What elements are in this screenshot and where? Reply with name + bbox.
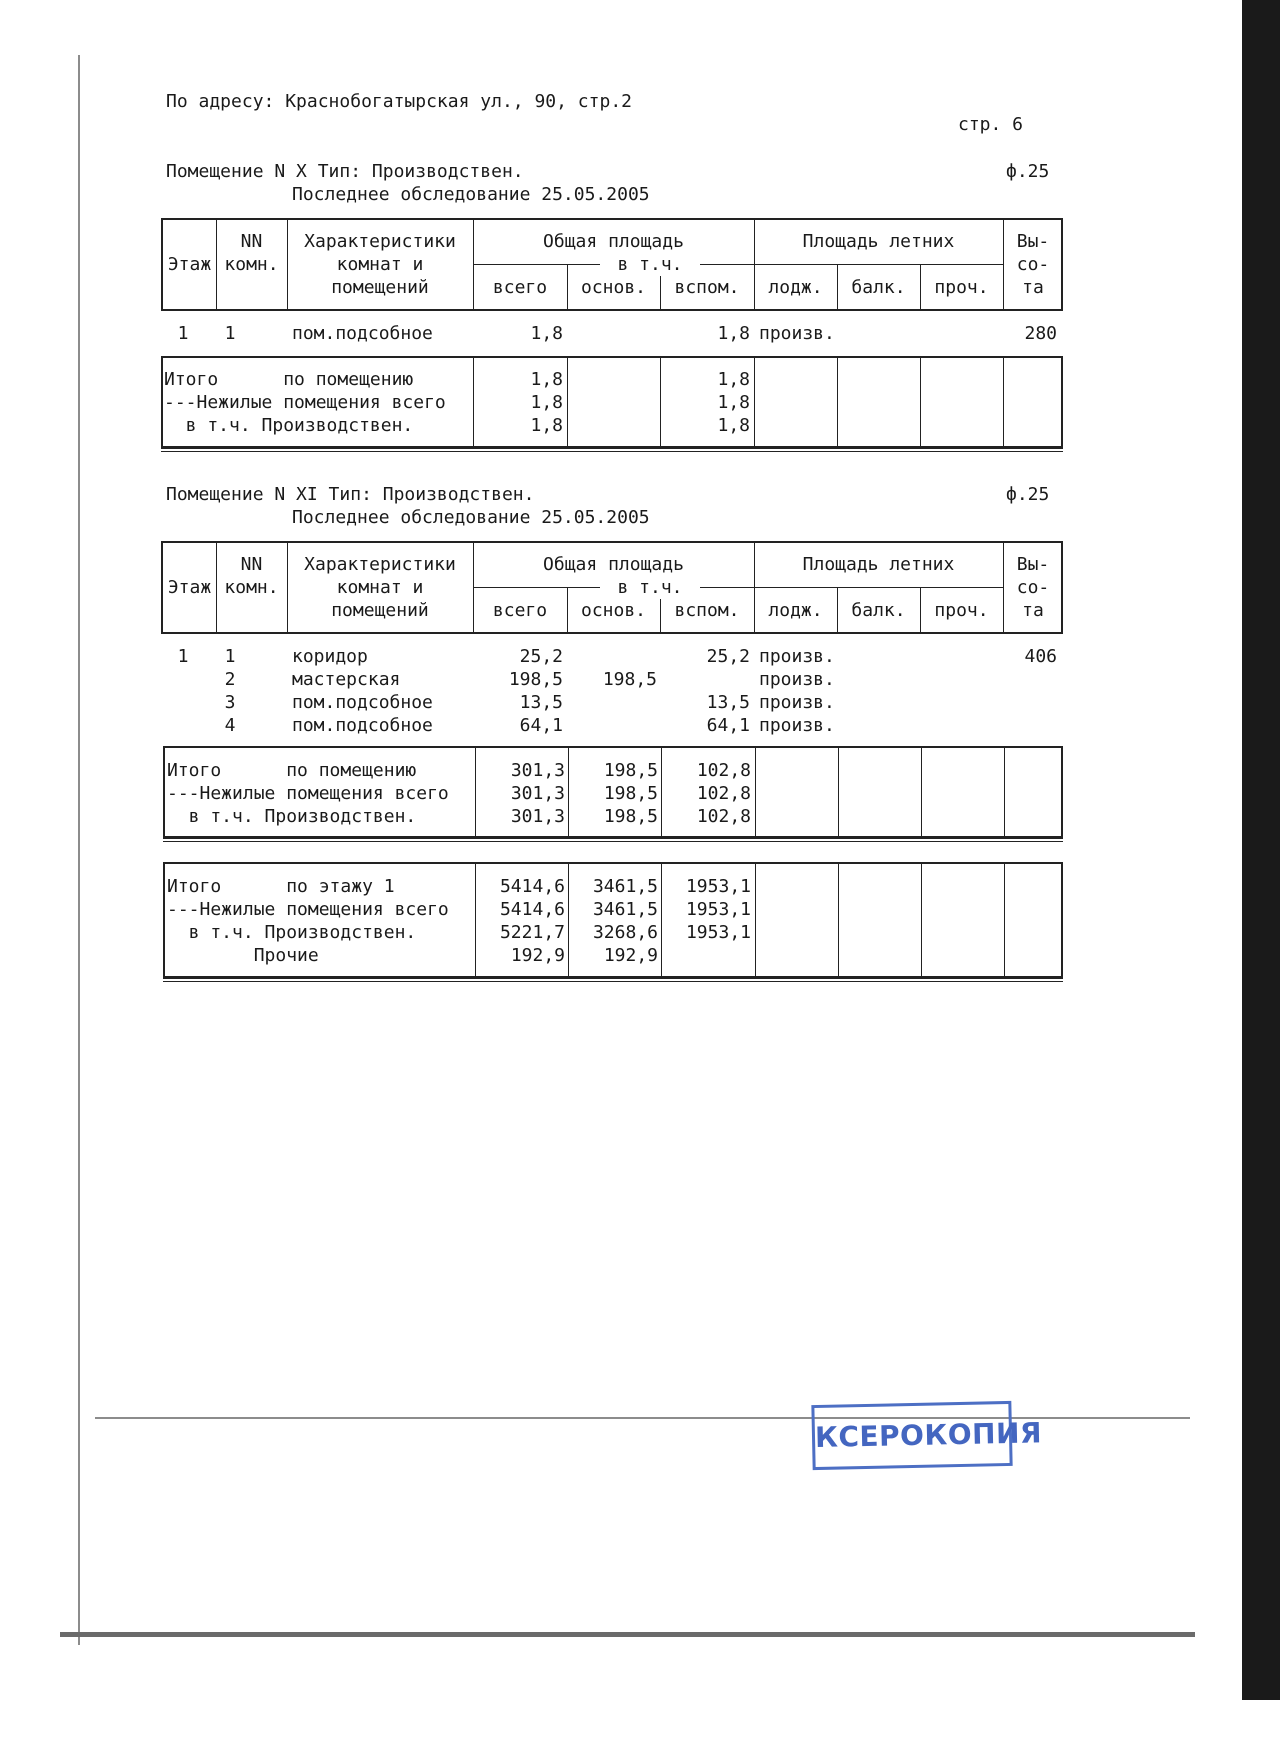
row-num: 2 (224, 669, 236, 690)
col-balk: балк. (851, 277, 906, 298)
section2-survey: Последнее обследование 25.05.2005 (292, 507, 650, 528)
total-vspom: 1,8 (717, 415, 750, 436)
col-height-3: та (1022, 600, 1044, 621)
row-name: мастерская (292, 669, 401, 690)
total-vspom: 102,8 (696, 760, 751, 781)
total-osnov: 3268,6 (592, 922, 658, 943)
section1-form: ф.25 (1006, 161, 1050, 182)
col-vspom: вспом. (674, 277, 740, 298)
col-nn: NN (240, 231, 263, 252)
total-vsego: 1,8 (530, 415, 563, 436)
col-komn: комн. (224, 577, 279, 598)
total-label: ---Нежилые помещения всего (167, 783, 449, 804)
total-osnov: 198,5 (603, 806, 658, 827)
total-label: в т.ч. Производствен. (164, 415, 414, 436)
col-height-1: Вы- (1016, 231, 1050, 252)
row-height: 280 (1024, 323, 1057, 344)
total-vsego: 301,3 (510, 806, 565, 827)
col-vsego: всего (492, 600, 548, 621)
col-char3: помещений (331, 277, 429, 298)
total-osnov: 198,5 (603, 783, 658, 804)
row-name: пом.подсобное (292, 692, 433, 713)
row-vsego: 1,8 (530, 323, 563, 344)
total-osnov: 3461,5 (592, 899, 658, 920)
total-vsego: 192,9 (510, 945, 565, 966)
total-vspom: 1953,1 (685, 922, 751, 943)
total-label: в т.ч. Производствен. (167, 806, 417, 827)
section2-title: Помещение N XI Тип: Производствен. (166, 484, 535, 505)
row-lodzh: произв. (759, 646, 835, 667)
col-height-1: Вы- (1016, 554, 1050, 575)
col-height-3: та (1022, 277, 1044, 298)
section1-title: Помещение N X Тип: Производствен. (166, 161, 524, 182)
col-char2: комнат и (336, 254, 424, 275)
col-char1: Характеристики (304, 554, 456, 575)
col-nn: NN (240, 554, 263, 575)
total-vspom: 102,8 (696, 783, 751, 804)
total-vspom: 1,8 (717, 369, 750, 390)
row-name: пом.подсобное (292, 323, 433, 344)
row-vsego: 64,1 (519, 715, 563, 736)
col-total-area: Общая площадь (543, 231, 684, 252)
col-total-area: Общая площадь (543, 554, 684, 575)
col-vsego: всего (492, 277, 548, 298)
row-lodzh: произв. (759, 323, 835, 344)
scan-shadow-bottom (0, 1700, 1280, 1764)
total-label: Итого по помещению (167, 760, 417, 781)
row-floor: 1 (177, 646, 189, 667)
section1-survey: Последнее обследование 25.05.2005 (292, 184, 650, 205)
total-vspom: 1953,1 (685, 876, 751, 897)
row-vsego: 25,2 (519, 646, 563, 667)
row-num: 4 (224, 715, 236, 736)
address-line: По адресу: Краснобогатырская ул., 90, стр.2 (166, 91, 632, 112)
row-vspom: 25,2 (706, 646, 750, 667)
total-vspom: 1,8 (717, 392, 750, 413)
total-vsego: 5221,7 (499, 922, 565, 943)
col-etazh: Этаж (167, 254, 212, 275)
row-num: 1 (224, 646, 236, 667)
col-char2: комнат и (336, 577, 424, 598)
col-lodzh: лодж. (768, 277, 823, 298)
col-vtch: в т.ч. (600, 253, 700, 276)
total-label: Итого по этажу 1 (167, 876, 395, 897)
total-vsego: 5414,6 (499, 899, 565, 920)
page-left-edge (78, 55, 80, 1645)
row-vspom: 13,5 (706, 692, 750, 713)
row-num: 1 (224, 323, 236, 344)
row-vsego: 13,5 (519, 692, 563, 713)
total-vsego: 301,3 (510, 783, 565, 804)
section2-form: ф.25 (1006, 484, 1050, 505)
col-proch: проч. (934, 600, 989, 621)
col-balk: балк. (851, 600, 906, 621)
page-bottom-edge (60, 1632, 1195, 1637)
total-osnov: 192,9 (603, 945, 658, 966)
col-vtch: в т.ч. (600, 576, 700, 599)
scan-shadow-right (1242, 0, 1280, 1764)
total-vspom: 1953,1 (685, 899, 751, 920)
xerocopy-stamp: КСЕРОКОПИЯ (811, 1401, 1012, 1470)
total-vsego: 1,8 (530, 369, 563, 390)
total-vspom: 102,8 (696, 806, 751, 827)
col-height-2: со- (1016, 254, 1050, 275)
page-number: стр. 6 (958, 114, 1024, 135)
total-vsego: 301,3 (510, 760, 565, 781)
total-osnov: 198,5 (603, 760, 658, 781)
col-vspom: вспом. (674, 600, 740, 621)
total-vsego: 1,8 (530, 392, 563, 413)
total-label: Итого по помещению (164, 369, 414, 390)
col-lodzh: лодж. (768, 600, 823, 621)
col-proch: проч. (934, 277, 989, 298)
row-vspom: 1,8 (717, 323, 750, 344)
col-osnov: основ. (580, 600, 647, 621)
total-label: ---Нежилые помещения всего (167, 899, 449, 920)
total-label: Прочие (167, 945, 319, 966)
col-komn: комн. (224, 254, 279, 275)
total-vsego: 5414,6 (499, 876, 565, 897)
total-label: ---Нежилые помещения всего (164, 392, 446, 413)
row-vspom: 64,1 (706, 715, 750, 736)
col-summer-area: Площадь летних (802, 554, 955, 575)
total-osnov: 3461,5 (592, 876, 658, 897)
total-label: в т.ч. Производствен. (167, 922, 417, 943)
row-floor: 1 (177, 323, 189, 344)
col-etazh: Этаж (167, 577, 212, 598)
row-vsego: 198,5 (508, 669, 563, 690)
row-name: коридор (292, 646, 368, 667)
col-char1: Характеристики (304, 231, 456, 252)
col-char3: помещений (331, 600, 429, 621)
col-height-2: со- (1016, 577, 1050, 598)
row-lodzh: произв. (759, 669, 835, 690)
col-osnov: основ. (580, 277, 647, 298)
row-osnov: 198,5 (602, 669, 657, 690)
row-name: пом.подсобное (292, 715, 433, 736)
row-lodzh: произв. (759, 715, 835, 736)
col-summer-area: Площадь летних (802, 231, 955, 252)
row-num: 3 (224, 692, 236, 713)
row-height: 406 (1024, 646, 1057, 667)
row-lodzh: произв. (759, 692, 835, 713)
